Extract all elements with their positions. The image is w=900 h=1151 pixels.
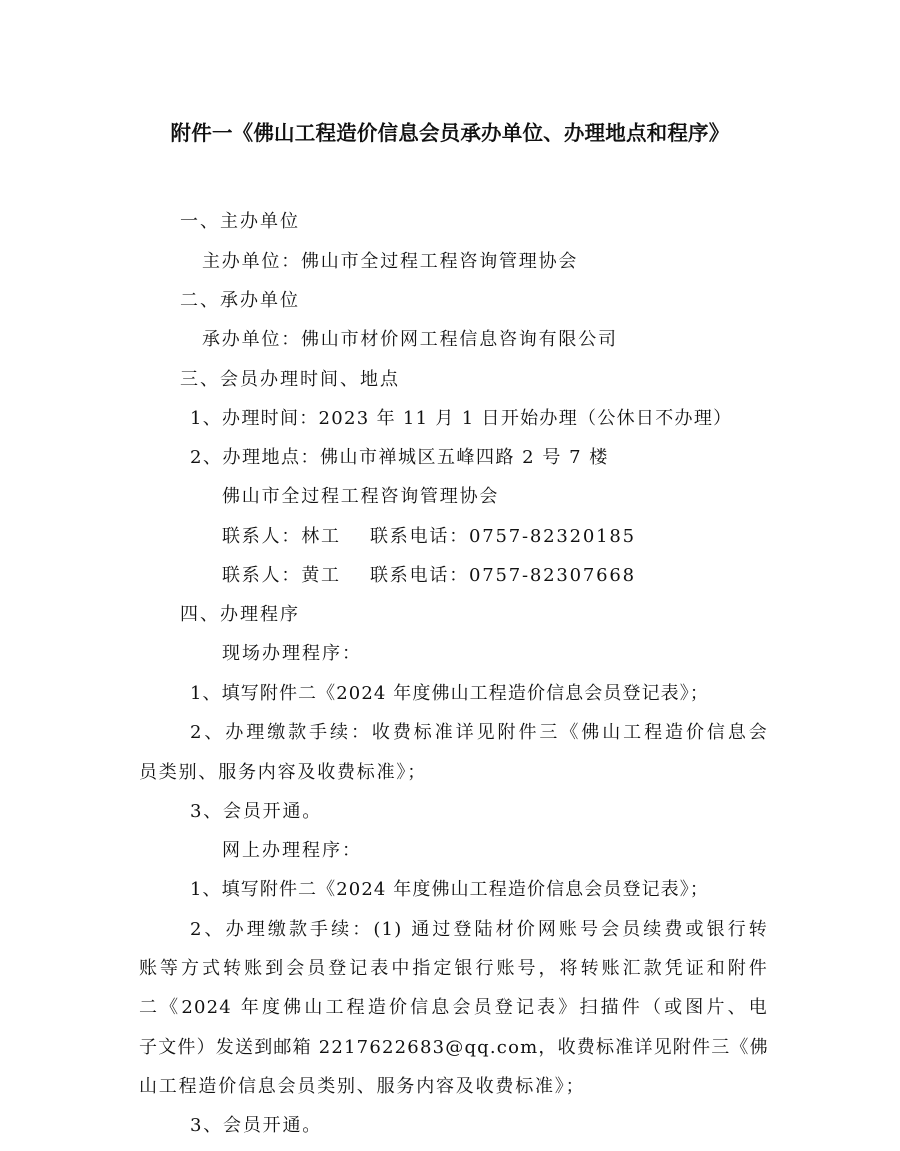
online-procedure-heading: 网上办理程序： — [222, 840, 362, 861]
contact-1-name: 联系人：林工 — [222, 526, 341, 547]
contact-1-phone: 联系电话：0757-82320185 — [370, 526, 636, 547]
section-2-heading: 二、承办单位 — [180, 290, 300, 311]
section-4-heading: 四、办理程序 — [180, 604, 300, 625]
online-step-2-line-4: 子文件）发送到邮箱 2217622683@qq.com，收费标准详见附件三《佛 — [139, 1037, 769, 1058]
contact-row-2 — [222, 564, 636, 588]
document-title: 附件一《佛山工程造价信息会员承办单位、办理地点和程序》 — [170, 121, 730, 145]
onsite-step-2-line-1: 2、办理缴款手续：收费标准详见附件三《佛山工程造价信息会 — [190, 722, 768, 743]
online-step-2-line-1: 2、办理缴款手续：(1) 通过登陆材价网账号会员续费或银行转 — [190, 919, 768, 940]
contractor-text: 承办单位：佛山市材价网工程信息咨询有限公司 — [202, 329, 618, 350]
online-step-2-line-5: 山工程造价信息会员类别、服务内容及收费标准》； — [139, 1076, 586, 1097]
onsite-step-3: 3、会员开通。 — [190, 801, 323, 822]
office-address-cont: 佛山市全过程工程咨询管理协会 — [222, 486, 500, 507]
online-step-2-line-2: 账等方式转账到会员登记表中指定银行账号，将转账汇款凭证和附件 — [139, 958, 768, 979]
online-step-2-line-3: 二《2024 年度佛山工程造价信息会员登记表》扫描件（或图片、电 — [139, 997, 768, 1018]
organizer-text: 主办单位：佛山市全过程工程咨询管理协会 — [202, 251, 579, 272]
section-3-heading: 三、会员办理时间、地点 — [180, 369, 400, 390]
onsite-step-2-line-2: 员类别、服务内容及收费标准》； — [139, 762, 427, 783]
contact-2-phone: 联系电话：0757-82307668 — [370, 565, 636, 586]
office-address-text: 2、办理地点：佛山市禅城区五峰四路 2 号 7 楼 — [190, 447, 609, 468]
onsite-procedure-heading: 现场办理程序： — [222, 643, 362, 664]
contact-2-name: 联系人：黄工 — [222, 565, 341, 586]
office-hours-text: 1、办理时间：2023 年 11 月 1 日开始办理（公休日不办理） — [190, 408, 733, 429]
onsite-step-1: 1、填写附件二《2024 年度佛山工程造价信息会员登记表》； — [190, 683, 709, 704]
section-1-heading: 一、主办单位 — [180, 211, 300, 232]
contact-row-1 — [222, 525, 636, 549]
online-step-3: 3、会员开通。 — [190, 1115, 323, 1136]
online-step-1: 1、填写附件二《2024 年度佛山工程造价信息会员登记表》； — [190, 879, 709, 900]
